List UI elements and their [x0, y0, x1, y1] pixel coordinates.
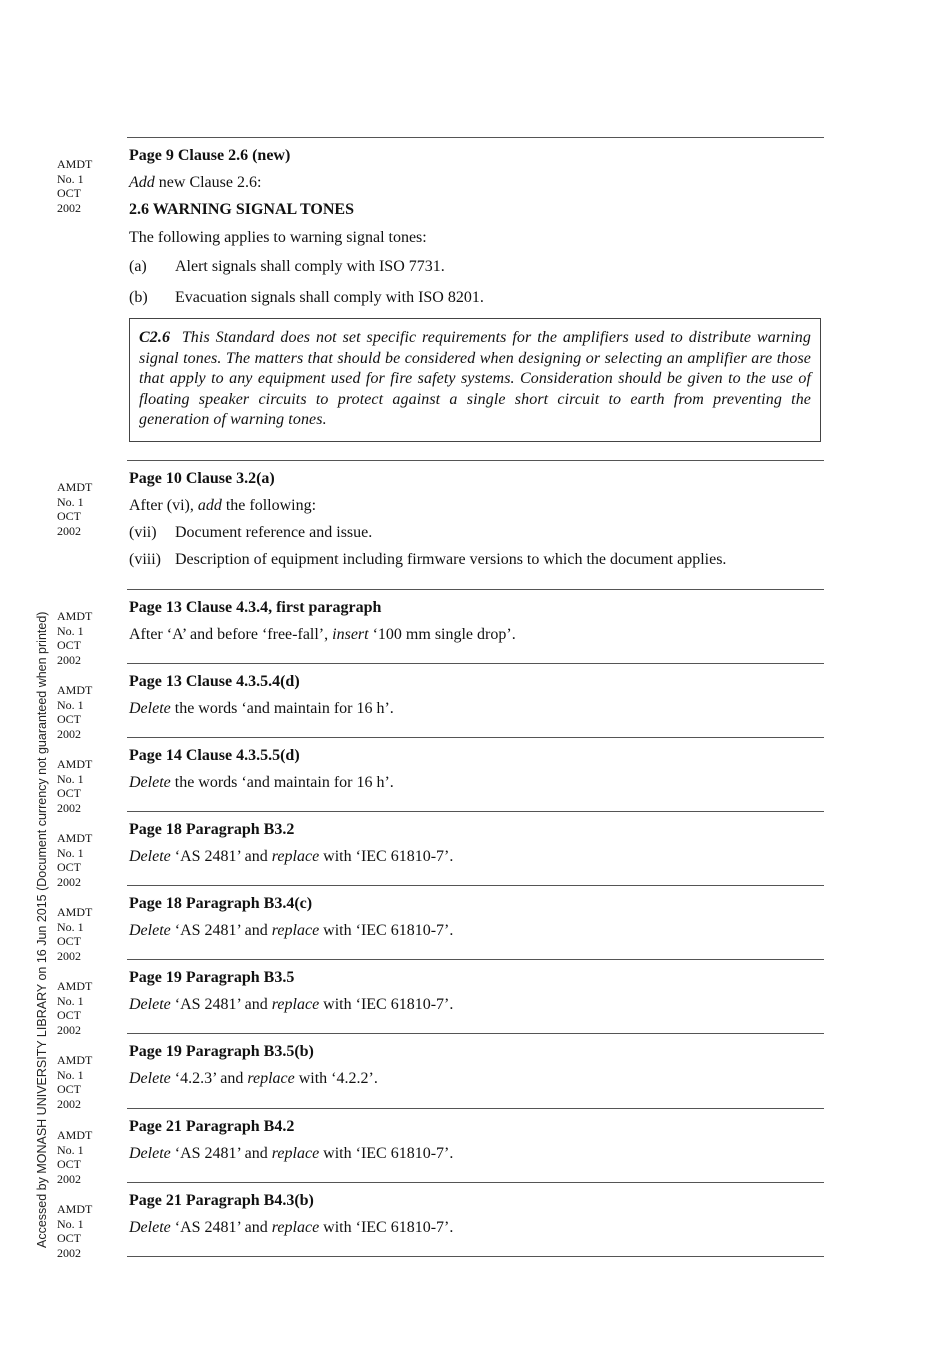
amdt-margin-note: AMDT No. 1 OCT 2002	[57, 757, 93, 815]
amendment-instruction: Delete ‘AS 2481’ and replace with ‘IEC 61810-7’.	[129, 1145, 454, 1162]
amendment-page18-paragraph-b3-4c	[57, 885, 824, 963]
amendment-instruction: After (vi), add the following:	[129, 497, 317, 514]
amdt-margin-note: AMDT No. 1 OCT 2002	[57, 1202, 93, 1260]
commentary-note-box: C2.6 This Standard does not set specific requirements for the amplifiers used to distribute warning signal tones. The matters that should be considered when designing or selecting an amplifier are those that apply to any equipment used for fire safety systems. Consideration should be given to the use of floating speaker circuits to protect against a single short circuit to earth from preventing the generation of warning tones.	[129, 318, 821, 442]
amdt-margin-note: AMDT No. 1 OCT 2002	[57, 157, 93, 215]
amendment-instruction: Delete ‘AS 2481’ and replace with ‘IEC 61810-7’.	[129, 1219, 454, 1236]
amendment-page9-clause2-6	[57, 137, 824, 442]
amendment-instruction: Delete ‘AS 2481’ and replace with ‘IEC 61810-7’.	[129, 996, 454, 1013]
amdt-margin-note: AMDT No. 1 OCT 2002	[57, 979, 93, 1037]
amendment-heading: Page 19 Paragraph B3.5	[129, 969, 295, 986]
amendment-page18-paragraph-b3-2	[57, 811, 824, 889]
amdt-margin-note: AMDT No. 1 OCT 2002	[57, 831, 93, 889]
amendment-heading: Page 19 Paragraph B3.5(b)	[129, 1043, 314, 1060]
amdt-margin-note: AMDT No. 1 OCT 2002	[57, 480, 93, 538]
amendment-heading: Page 9 Clause 2.6 (new)	[129, 147, 291, 164]
amendment-heading: Page 18 Paragraph B3.2	[129, 821, 295, 838]
amendment-page21-paragraph-b4-3b	[57, 1182, 824, 1260]
amdt-margin-note: AMDT No. 1 OCT 2002	[57, 1053, 93, 1111]
access-watermark: Accessed by MONASH UNIVERSITY LIBRARY on 16 Jun 2015 (Document currency not guaranteed when printed)	[35, 611, 49, 1248]
list-item: (vii) Document reference and issue.	[129, 524, 373, 541]
amendment-page19-paragraph-b3-5b	[57, 1033, 824, 1111]
list-item: (viii) Description of equipment including firmware versions to which the document applies.	[129, 551, 727, 568]
amdt-margin-note: AMDT No. 1 OCT 2002	[57, 905, 93, 963]
bottom-divider	[127, 1256, 824, 1257]
amendment-heading: Page 13 Clause 4.3.4, first paragraph	[129, 599, 382, 616]
amendment-heading: Page 21 Paragraph B4.3(b)	[129, 1192, 314, 1209]
amdt-margin-note: AMDT No. 1 OCT 2002	[57, 609, 93, 667]
amendment-instruction: Delete ‘4.2.3’ and replace with ‘4.2.2’.	[129, 1070, 378, 1087]
amdt-margin-note: AMDT No. 1 OCT 2002	[57, 683, 93, 741]
amendment-page21-paragraph-b4-2	[57, 1108, 824, 1186]
amendment-instruction: Delete ‘AS 2481’ and replace with ‘IEC 61810-7’.	[129, 922, 454, 939]
clause-title: 2.6 WARNING SIGNAL TONES	[129, 201, 354, 218]
amendment-heading: Page 13 Clause 4.3.5.4(d)	[129, 673, 300, 690]
amendment-instruction: After ‘A’ and before ‘free-fall’, insert ‘100 mm single drop’.	[129, 626, 516, 643]
amendment-page19-paragraph-b3-5	[57, 959, 824, 1037]
amendment-heading: Page 21 Paragraph B4.2	[129, 1118, 295, 1135]
amendment-page14-clause4-3-5-5d	[57, 737, 824, 815]
list-item: (b) Evacuation signals shall comply with ISO 8201.	[129, 289, 484, 306]
amendment-page13-clause4-3-4	[57, 589, 824, 667]
amendment-page10-clause3-2a	[57, 460, 824, 570]
amendment-page13-clause4-3-5-4d	[57, 663, 824, 741]
amendment-heading: Page 14 Clause 4.3.5.5(d)	[129, 747, 300, 764]
clause-intro: The following applies to warning signal tones:	[129, 229, 427, 246]
amdt-margin-note: AMDT No. 1 OCT 2002	[57, 1128, 93, 1186]
amendment-heading: Page 18 Paragraph B3.4(c)	[129, 895, 313, 912]
amendment-heading: Page 10 Clause 3.2(a)	[129, 470, 275, 487]
amendment-instruction: Delete ‘AS 2481’ and replace with ‘IEC 61810-7’.	[129, 848, 454, 865]
amendment-instruction: Add new Clause 2.6:	[129, 174, 262, 191]
list-item: (a) Alert signals shall comply with ISO 7731.	[129, 258, 445, 275]
amendment-instruction: Delete the words ‘and maintain for 16 h’.	[129, 774, 394, 791]
amendment-instruction: Delete the words ‘and maintain for 16 h’.	[129, 700, 394, 717]
